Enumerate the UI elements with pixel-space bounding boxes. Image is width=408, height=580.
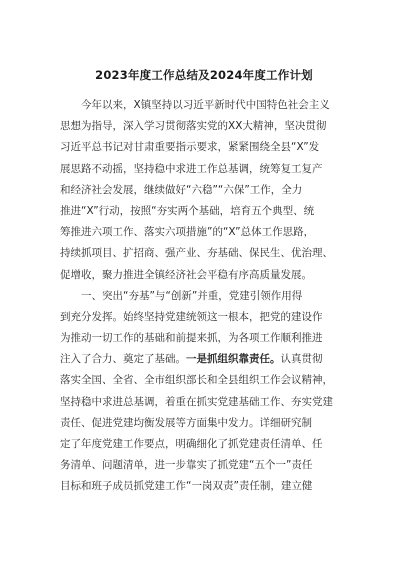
paragraph-text: 认真贯彻	[280, 353, 323, 366]
paragraph-line: 为推动一切工作的基础和前提来抓，为各项工作顺利推进	[60, 332, 323, 345]
paragraph-line: 定了年度党建工作要点，明确细化了抓党建责任清单、任	[60, 438, 323, 450]
document-title: 2023年度工作总结及2024年度工作计划	[95, 68, 313, 82]
document-body	[60, 95, 350, 498]
paragraph-line: 坚持稳中求进总基调，着重在抓实党建基础工作、夯实党建	[60, 395, 333, 408]
paragraph-line: 落实全国、全省、全市组织部长和全县组织工作会议精神，	[60, 374, 333, 387]
bold-phrase: 一是抓组织靠责任。	[186, 353, 281, 366]
paragraph-line: 筹推进六项工作、落实六项措施”的“X”总体工作思路，	[60, 226, 315, 239]
paragraph-line: 推进“X”行动，按照“夯实两个基础，培育五个典型、统	[60, 204, 315, 217]
paragraph-line: 一、突出“夯基”与“创新”并重，党建引领作用得	[81, 289, 303, 302]
paragraph-line: 责任、促进党建均衡发展等方面集中发力。详细研究制	[60, 416, 312, 429]
paragraph-line-mixed	[60, 349, 350, 370]
paragraph-text: 注入了合力、奠定了基础。	[60, 353, 186, 366]
paragraph-line: 今年以来，X镇坚持以习近平新时代中国特色社会主义	[81, 99, 330, 111]
paragraph-line: 持续抓项目、扩招商、强产业、夯基础、保民生、优治理、	[60, 247, 333, 260]
paragraph-line: 目标和班子成员抓党建工作“一岗双责”责任制，建立健	[60, 480, 313, 493]
paragraph-line: 和经济社会发展，继续做好“六稳”“六保”工作，全力	[60, 183, 303, 196]
paragraph-line: 到充分发挥。始终坚持党建统领这一根本，把党的建设作	[60, 310, 323, 323]
paragraph-line: 促增收，聚力推进全镇经济社会平稳有序高质量发展。	[60, 268, 312, 281]
paragraph-line: 务清单、问题清单，进一步靠实了抓党建“五个一”责任	[60, 459, 313, 472]
paragraph-line: 思想为指导，深入学习贯彻落实党的XX大精神，坚决贯彻	[60, 120, 327, 133]
paragraph-line: 习近平总书记对甘肃重要指示要求，紧紧围绕全县“X”发	[60, 141, 320, 154]
paragraph-line: 展思路不动摇，坚持稳中求进工作总基调，统筹复工复产	[60, 162, 323, 175]
